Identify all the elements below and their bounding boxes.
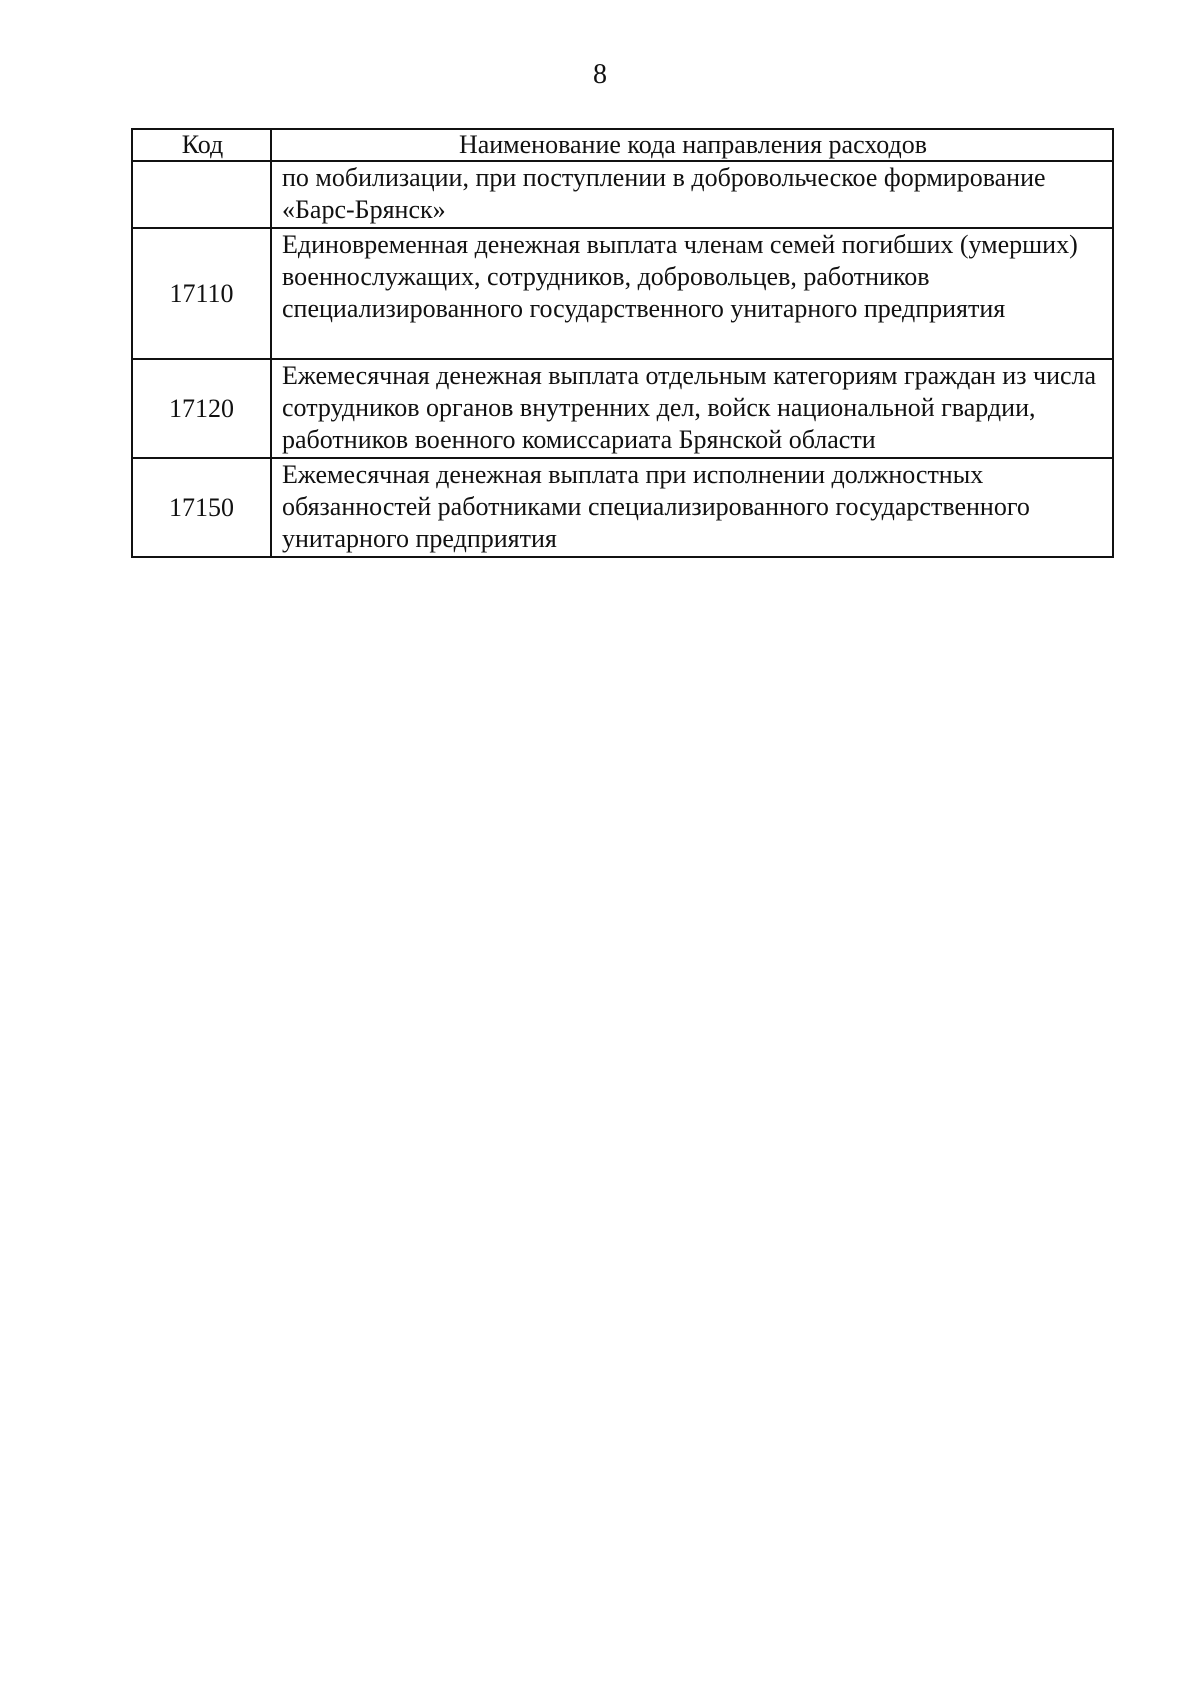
row-name: по мобилизации, при поступлении в добровольческое формирование «Барс-Брянск» <box>271 161 1113 228</box>
row-name: Ежемесячная денежная выплата отдельным категориям граждан из числа сотрудников органов внутренних дел, войск национальной гвардии, работников военного комиссариата Брянской области <box>271 359 1113 458</box>
row-code: 17120 <box>132 359 271 458</box>
row-code: 17150 <box>132 458 271 557</box>
table-row <box>132 458 1113 557</box>
table-row <box>132 359 1113 458</box>
row-code: 17110 <box>132 228 271 359</box>
row-code <box>132 161 271 228</box>
table-row <box>132 228 1113 359</box>
table-row <box>132 161 1113 228</box>
expense-codes-table <box>131 128 1114 558</box>
header-code: Код <box>132 129 271 161</box>
row-name: Единовременная денежная выплата членам семей погибших (умерших) военнослужащих, сотрудников, добровольцев, работников специализированного государственного унитарного предприятия <box>271 228 1113 359</box>
header-name: Наименование кода направления расходов <box>271 129 1113 161</box>
table-header-row <box>132 129 1113 161</box>
row-name: Ежемесячная денежная выплата при исполнении должностных обязанностей работниками специализированного государственного унитарного предприятия <box>271 458 1113 557</box>
page-number: 8 <box>593 59 607 90</box>
